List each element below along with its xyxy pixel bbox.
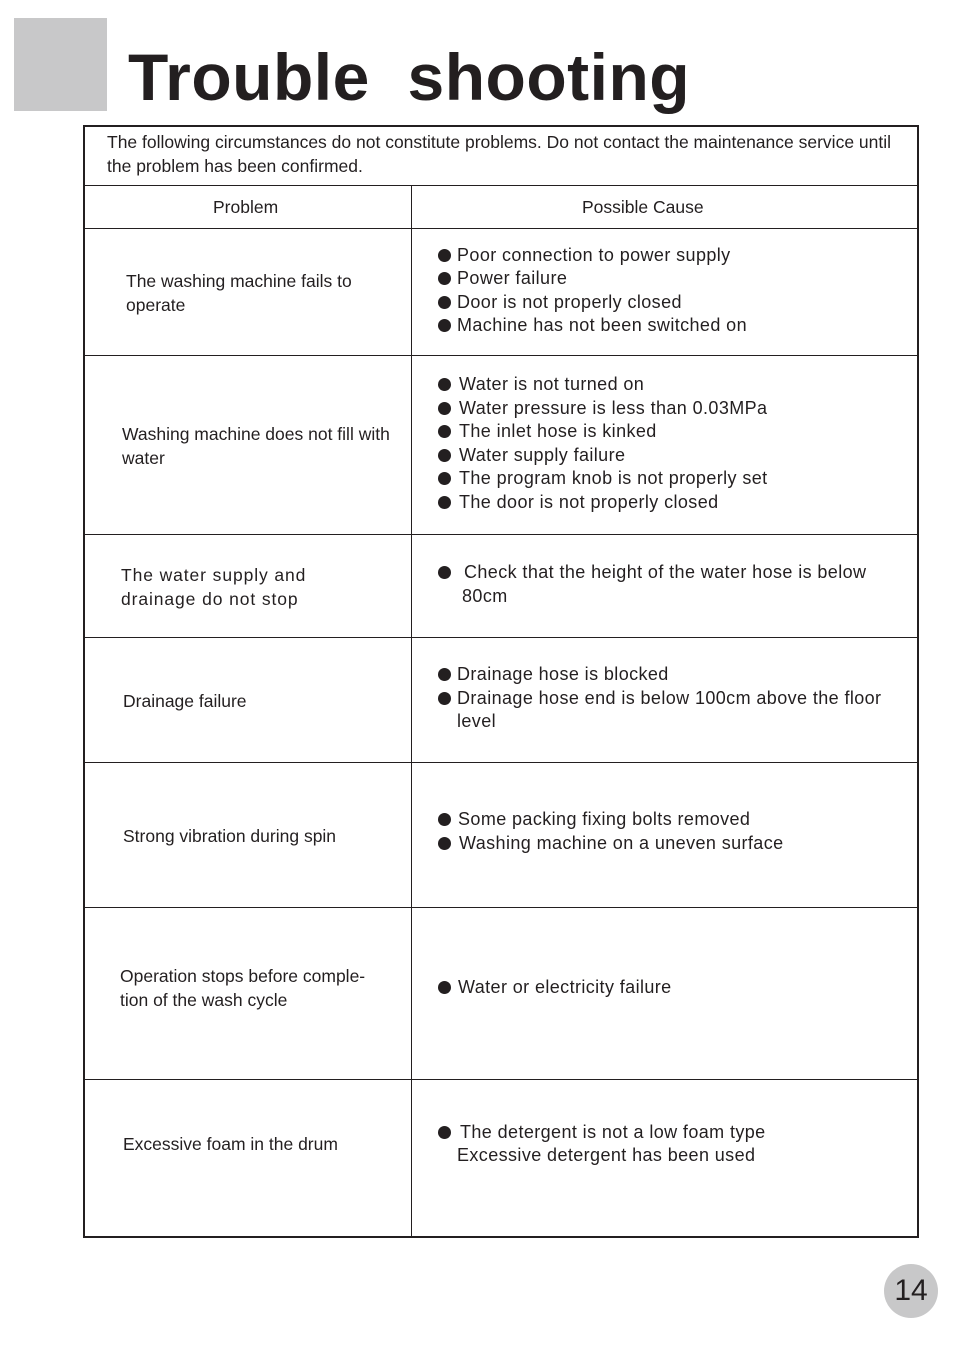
corner-decoration (14, 18, 107, 111)
list-item: Door is not properly closed (438, 291, 747, 315)
table-row (85, 638, 917, 763)
cause-cell (412, 763, 917, 908)
list-item: Water or electricity failure (438, 976, 672, 1000)
bullet-icon (438, 837, 451, 850)
bullet-icon (438, 249, 451, 262)
bullet-icon (438, 272, 451, 285)
cause-list (438, 663, 887, 734)
table-row (85, 229, 917, 356)
cause-cell (412, 356, 917, 535)
problem-text: The washing machine fails to operate (126, 270, 352, 315)
list-item: Water is not turned on (438, 373, 768, 397)
cause-list (438, 808, 784, 855)
table-row (85, 1080, 917, 1236)
cause-cell (412, 638, 917, 763)
list-item: Drainage hose end is below 100cm above the floor level (438, 687, 887, 734)
table-row (85, 763, 917, 908)
cause-cell (412, 908, 917, 1080)
list-item: Poor connection to power supply (438, 244, 747, 268)
bullet-icon (438, 449, 451, 462)
cause-list (438, 1121, 766, 1168)
problem-cell (85, 1080, 411, 1236)
table-header-row (85, 186, 917, 229)
bullet-icon (438, 813, 451, 826)
problem-text: The water supply and drainage do not stop (121, 564, 307, 609)
list-item: Drainage hose is blocked (438, 663, 887, 687)
cause-cell (412, 1080, 917, 1236)
bullet-icon (438, 981, 451, 994)
list-item: Machine has not been switched on (438, 314, 747, 338)
list-item: Excessive detergent has been used (457, 1145, 756, 1165)
problem-cell (85, 908, 411, 1080)
problem-cell (85, 535, 411, 638)
intro-text: The following circumstances do not constitute problems. Do not contact the maintenance service until the problem has been confirmed. (85, 127, 917, 186)
bullet-icon (438, 692, 451, 705)
list-item: The door is not properly closed (438, 491, 768, 515)
problem-cell (85, 356, 411, 535)
page-number-badge (884, 1264, 938, 1318)
bullet-icon (438, 668, 451, 681)
list-item: Water supply failure (438, 444, 768, 468)
header-problem: Problem (213, 197, 279, 217)
bullet-icon (438, 378, 451, 391)
bullet-icon (438, 566, 451, 579)
bullet-icon (438, 425, 451, 438)
list-item: The program knob is not properly set (438, 467, 768, 491)
problem-text: Excessive foam in the drum (123, 1134, 338, 1154)
list-item: Water pressure is less than 0.03MPa (438, 397, 768, 421)
table-row (85, 535, 917, 638)
table-row (85, 356, 917, 535)
header-possible-cause: Possible Cause (582, 197, 704, 217)
bullet-icon (438, 296, 451, 309)
cause-list (438, 244, 747, 338)
problem-text: Operation stops before comple-tion of the wash cycle (120, 966, 366, 1010)
problem-cell (85, 229, 411, 356)
problem-cell (85, 638, 411, 763)
list-item: Check that the height of the water hose is below 80cm (438, 561, 901, 608)
cause-list (438, 561, 901, 608)
cause-list (438, 373, 768, 514)
problem-cell (85, 763, 411, 908)
bullet-icon (438, 496, 451, 509)
page-number: 14 (894, 1274, 928, 1307)
bullet-icon (438, 402, 451, 415)
problem-text: Strong vibration during spin (123, 825, 337, 846)
bullet-icon (438, 472, 451, 485)
list-item: The inlet hose is kinked (438, 420, 768, 444)
problem-text: Washing machine does not fill with water (122, 423, 390, 468)
list-item: Some packing fixing bolts removed (438, 808, 784, 832)
bullet-icon (438, 319, 451, 332)
problem-text: Drainage failure (123, 690, 247, 711)
cause-cell (412, 535, 917, 638)
bullet-icon (438, 1126, 451, 1139)
table-row (85, 908, 917, 1080)
troubleshooting-table (83, 125, 919, 1238)
page-title: Trouble shooting (128, 40, 691, 114)
list-item: Power failure (438, 267, 747, 291)
cause-cell (412, 229, 917, 356)
cause-list (438, 976, 672, 1000)
list-item: Washing machine on a uneven surface (438, 832, 784, 856)
list-item: The detergent is not a low foam type (438, 1121, 766, 1145)
